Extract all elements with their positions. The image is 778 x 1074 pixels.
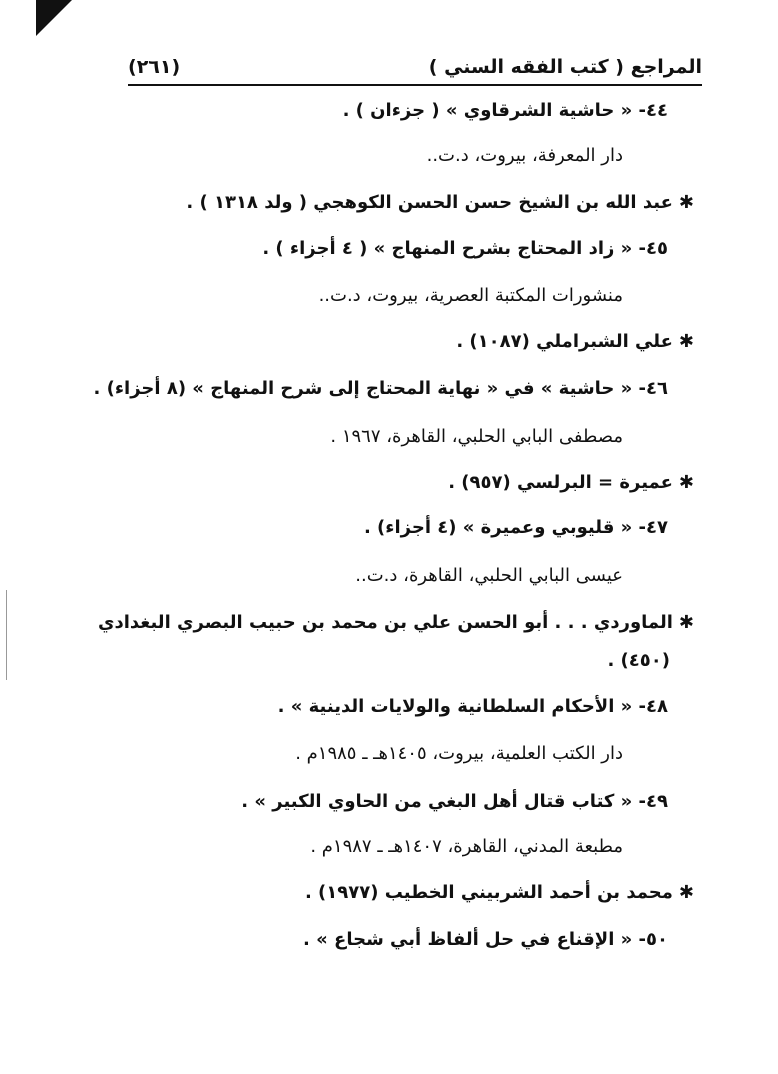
scan-edge-mark [6, 590, 7, 680]
page-header [128, 50, 702, 86]
author-shirbini [305, 880, 694, 906]
author-umayra [448, 470, 694, 496]
author-text: الماوردي . . . أبو الحسن علي بن محمد بن حبيب البصري البغدادي [98, 612, 673, 633]
bullet-star-icon: ✱ [678, 612, 694, 633]
scan-corner-mark [36, 0, 72, 36]
page-number: (٢٦١) [128, 56, 181, 78]
author-mawardi [98, 610, 694, 636]
entry-46: ٤٦- « حاشية » في « نهاية المحتاج إلى شرح المنهاج » (٨ أجزاء) . [93, 378, 668, 399]
author-text: عميرة = البرلسي (٩٥٧) . [448, 472, 673, 493]
author-mawardi-date: (٤٥٠) . [607, 650, 670, 671]
entry-49: ٤٩- « كتاب قتال أهل البغي من الحاوي الكبير » . [241, 791, 668, 812]
publisher-46: مصطفى البابي الحلبي، القاهرة، ١٩٦٧ . [330, 426, 623, 447]
bullet-star-icon: ✱ [678, 331, 694, 352]
publisher-44: دار المعرفة، بيروت، د.ت.. [426, 145, 623, 166]
author-shabramallisi [456, 329, 694, 355]
author-text: محمد بن أحمد الشربيني الخطيب (١٩٧٧) . [304, 882, 673, 903]
publisher-49: مطبعة المدني، القاهرة، ١٤٠٧هـ ـ ١٩٨٧م . [310, 836, 623, 857]
publisher-48: دار الكتب العلمية، بيروت، ١٤٠٥هـ ـ ١٩٨٥م . [295, 743, 623, 764]
bullet-star-icon: ✱ [678, 192, 694, 213]
bullet-star-icon: ✱ [678, 472, 694, 493]
author-text: عبد الله بن الشيخ حسن الحسن الكوهجي ( ولد ١٣١٨ ) . [186, 192, 673, 213]
author-text: علي الشبراملي (١٠٨٧) . [456, 331, 673, 352]
entry-45: ٤٥- « زاد المحتاج بشرح المنهاج » ( ٤ أجزاء ) . [262, 238, 668, 259]
bullet-star-icon: ✱ [678, 882, 694, 903]
entry-47: ٤٧- « قليوبي وعميرة » (٤ أجزاء) . [363, 517, 668, 538]
author-kawhaji [186, 190, 694, 216]
publisher-47: عيسى البابي الحلبي، القاهرة، د.ت.. [355, 565, 623, 586]
entry-44: ٤٤- « حاشية الشرقاوي » ( جزءان ) . [342, 100, 668, 121]
publisher-45: منشورات المكتبة العصرية، بيروت، د.ت.. [318, 285, 623, 306]
running-title: المراجع ( كتب الفقه السني ) [428, 56, 702, 78]
entry-50: ٥٠- « الإقناع في حل ألفاظ أبي شجاع » . [303, 929, 668, 950]
entry-48: ٤٨- « الأحكام السلطانية والولايات الدينية » . [277, 696, 668, 717]
